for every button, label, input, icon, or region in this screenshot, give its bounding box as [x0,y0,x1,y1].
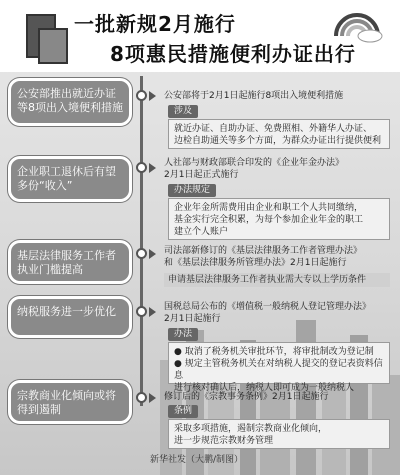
arrow-right-icon [149,91,156,101]
item-tag: 涉及 [168,105,198,118]
page-title: 一批新规2月施行 [74,12,236,36]
item-line2: 和《基层法律服务所管理办法》2月1日起施行 [164,258,347,268]
timeline-dot [136,306,147,317]
item-label-pension: 企业职工退休后有望多份“收入” [8,156,132,202]
box-line: 基金实行完全积累，为每个参加企业年金的职工 [174,215,364,225]
box-line: ● 取消了税务机关审批环节，将审批制改为登记制 [174,347,374,357]
box-line: 就近办证、自助办证、免费照相、外籍华人办证、 [174,124,373,134]
header [0,0,400,72]
item-label-legal: 基层法律服务工作者执业门槛提高 [8,240,132,284]
page-subtitle: 8项惠民措施便利办证出行 [110,42,356,66]
timeline-dot [136,90,147,101]
box-line: 进一步规范宗教财务管理 [174,436,274,446]
document-icon [20,10,68,66]
timeline-dot [136,248,147,259]
item-line: 国税总局公布的《增值税一般纳税人登记管理办法》 [164,302,372,312]
box-line: 采取多项措施，遏制宗教商业化倾向， [174,424,328,434]
credit: 新华社发（大鹏/制图） [150,455,244,465]
item-box [168,198,390,240]
item-highlight: 申请基层法律服务工作者执业需大专以上学历条件 [164,273,390,287]
timeline-spine [140,76,143,406]
item-line: 修订后的《宗教事务条例》2月1日起施行 [164,392,329,402]
box-line: 边检自助通关等多个方面，为群众办证出行提供便利 [174,136,382,146]
box-line: 建立个人账户 [174,227,229,237]
item-label-religion: 宗教商业化倾向或将得到遏制 [8,380,132,424]
rainbow-cloud-icon [330,6,384,44]
item-box [168,419,390,449]
item-box [168,342,390,393]
item-tag: 条例 [168,405,198,418]
arrow-right-icon [149,163,156,173]
box-line: 企业年金所需费用由企业和职工个人共同缴纳， [174,203,364,213]
item-box [168,119,390,149]
item-label-passport: 公安部推出就近办证等8项出入境便利措施 [8,78,132,126]
box-line: ● 规定主管税务机关在对纳税人提交的登记表资料信息 [174,359,383,381]
arrow-right-icon [149,249,156,259]
arrow-right-icon [149,307,156,317]
item-line2: 2月1日起正式施行 [164,170,239,180]
item-line: 公安部将于2月1日起施行8项出入境便利措施 [164,91,344,101]
item-tag: 办法 [168,328,198,341]
item-line: 人社部与财政部联合印发的《企业年金办法》 [164,158,345,168]
box-line: 进行核对确认后，纳税人即可成为一般纳税人 [174,383,355,393]
arrow-right-icon [149,393,156,403]
timeline-dot [136,162,147,173]
timeline-dot [136,392,147,403]
item-line: 司法部新修订的《基层法律服务工作者管理办法》 [164,246,363,256]
item-label-tax: 纳税服务进一步优化 [8,296,132,338]
item-line2: 2月1日起施行 [164,314,221,324]
item-tag: 办法规定 [168,184,216,197]
